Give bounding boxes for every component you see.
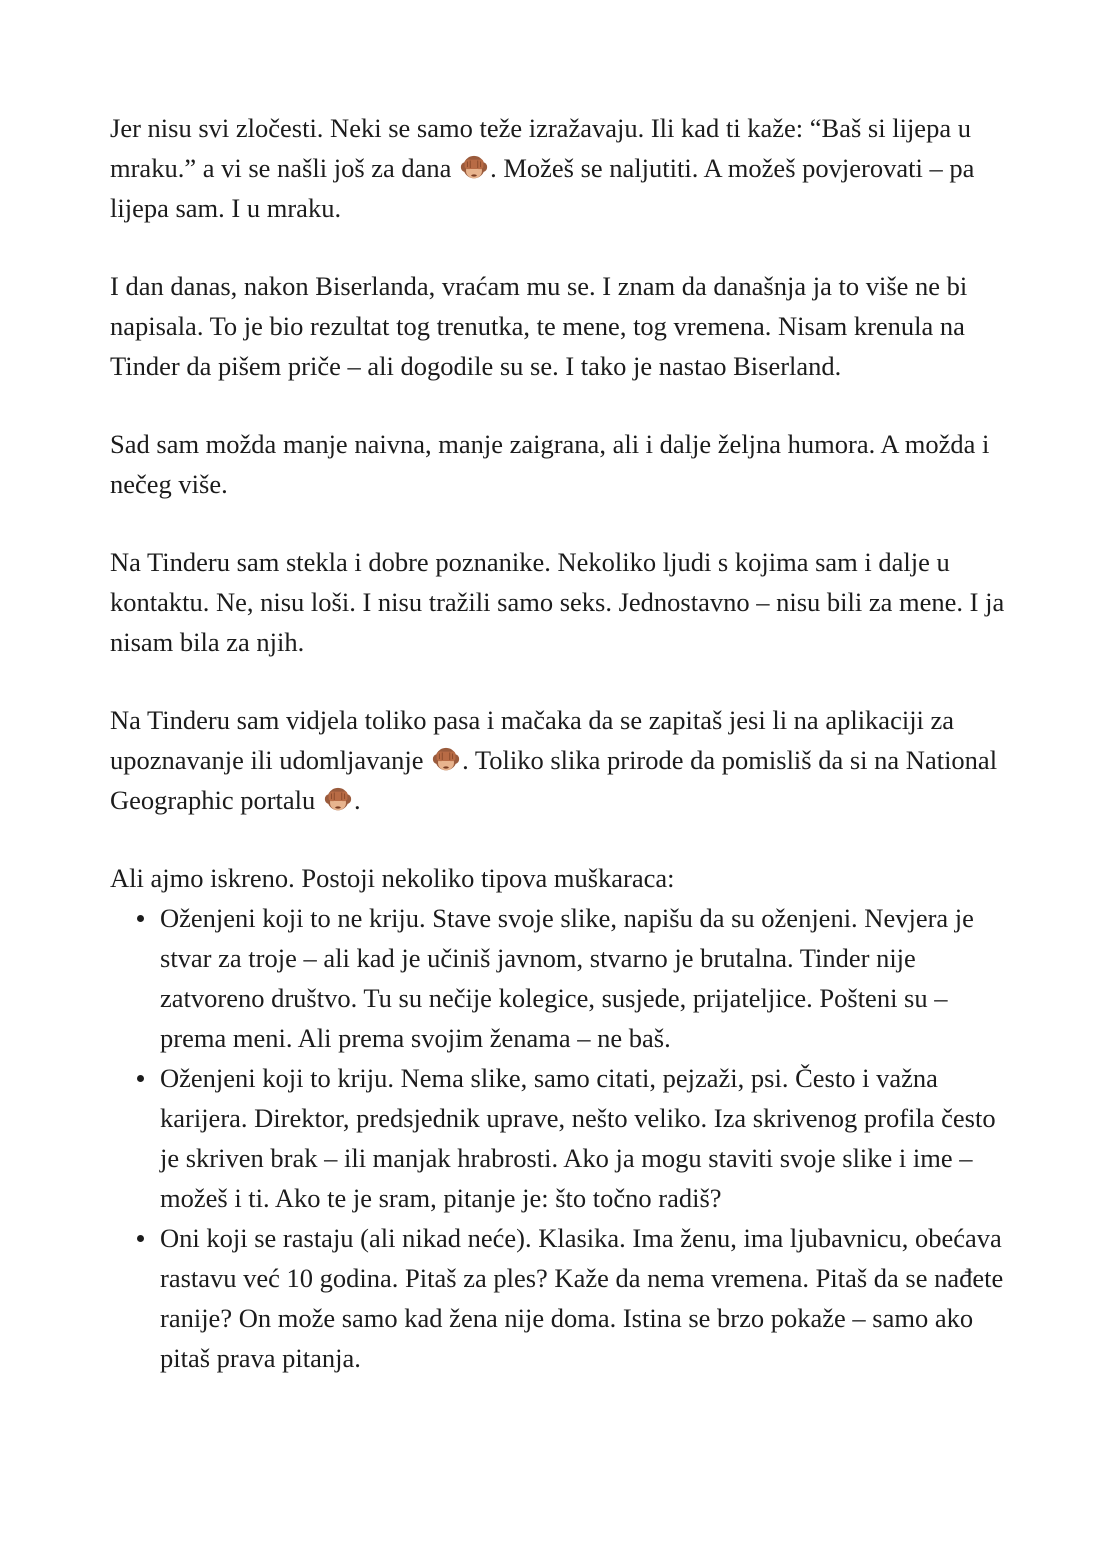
list-item-text: Oženjeni koji to ne kriju. Stave svoje slike, napišu da su oženjeni. Nevjera je stvar za troje – ali kad je učiniš javnom, stvarno je brutalna. Tinder nije zatvoreno društvo. Tu su nečije kolegice, susjede, prijateljice. Pošteni su – prema meni. Ali prema svojim ženama – ne baš. xyxy=(160,903,974,1053)
paragraph-3: Sad sam možda manje naivna, manje zaigrana, ali i dalje željna humora. A možda i nečeg više. xyxy=(110,429,990,499)
see-no-evil-monkey-icon xyxy=(323,785,353,815)
list-item xyxy=(160,898,1010,1058)
see-no-evil-monkey-icon xyxy=(431,745,461,775)
list-item-text: Oženjeni koji to kriju. Nema slike, samo citati, pejzaži, psi. Često i važna karijera. Direktor, predsjednik uprave, nešto veliko. Iza skrivenog profila često je skriven brak – ili manjak hrabrosti. Ako ja mogu staviti svoje slike i ime – možeš i ti. Ako te je sram, pitanje je: što točno radiš? xyxy=(160,1063,996,1213)
paragraph-4: Na Tinderu sam stekla i dobre poznanike. Nekoliko ljudi s kojima sam i dalje u kontaktu. Ne, nisu loši. I nisu tražili samo seks. Jednostavno – nisu bili za mene. I ja nisam bila za njih. xyxy=(110,547,1005,657)
see-no-evil-monkey-icon xyxy=(459,153,489,183)
paragraph-2: I dan danas, nakon Biserlanda, vraćam mu se. I znam da današnja ja to više ne bi napisala. To je bio rezultat tog trenutka, te mene, tog vremena. Nisam krenula na Tinder da pišem priče – ali dogodile su se. I tako je nastao Biserland. xyxy=(110,271,968,381)
list-item-text: Oni koji se rastaju (ali nikad neće). Klasika. Ima ženu, ima ljubavnicu, obećava rastavu već 10 godina. Pitaš za ples? Kaže da nema vremena. Pitaš da se nađete ranije? On može samo kad žena nije doma. Istina se brzo pokaže – samo ako pitaš prava pitanja. xyxy=(160,1223,1004,1373)
paragraph-5-text-b: . Toliko slika prirode da pomisliš da si na National Geographic portalu xyxy=(110,745,998,815)
paragraph-1 xyxy=(110,108,1010,228)
bullet-icon xyxy=(137,1075,144,1082)
men-types-list xyxy=(110,898,1010,1378)
paragraph-1-text-a: Jer nisu svi zločesti. Neki se samo teže izražavaju. Ili kad ti kaže: “Baš si lijepa u mraku.” a vi se našli još za dana xyxy=(110,113,971,183)
paragraph-1-text-b: . Možeš se naljutiti. A možeš povjerovati – pa lijepa sam. I u mraku. xyxy=(110,153,975,223)
list-item xyxy=(160,1058,1010,1218)
list-item xyxy=(160,1218,1010,1378)
document-page xyxy=(110,108,1010,1378)
bullet-icon xyxy=(137,915,144,922)
bullet-icon xyxy=(137,1235,144,1242)
paragraph-6: Ali ajmo iskreno. Postoji nekoliko tipova muškaraca: xyxy=(110,863,675,893)
paragraph-5 xyxy=(110,700,1010,820)
paragraph-5-text-a: Na Tinderu sam vidjela toliko pasa i mačaka da se zapitaš jesi li na aplikaciji za upoznavanje ili udomljavanje xyxy=(110,705,955,775)
paragraph-5-text-c: . xyxy=(353,785,361,815)
